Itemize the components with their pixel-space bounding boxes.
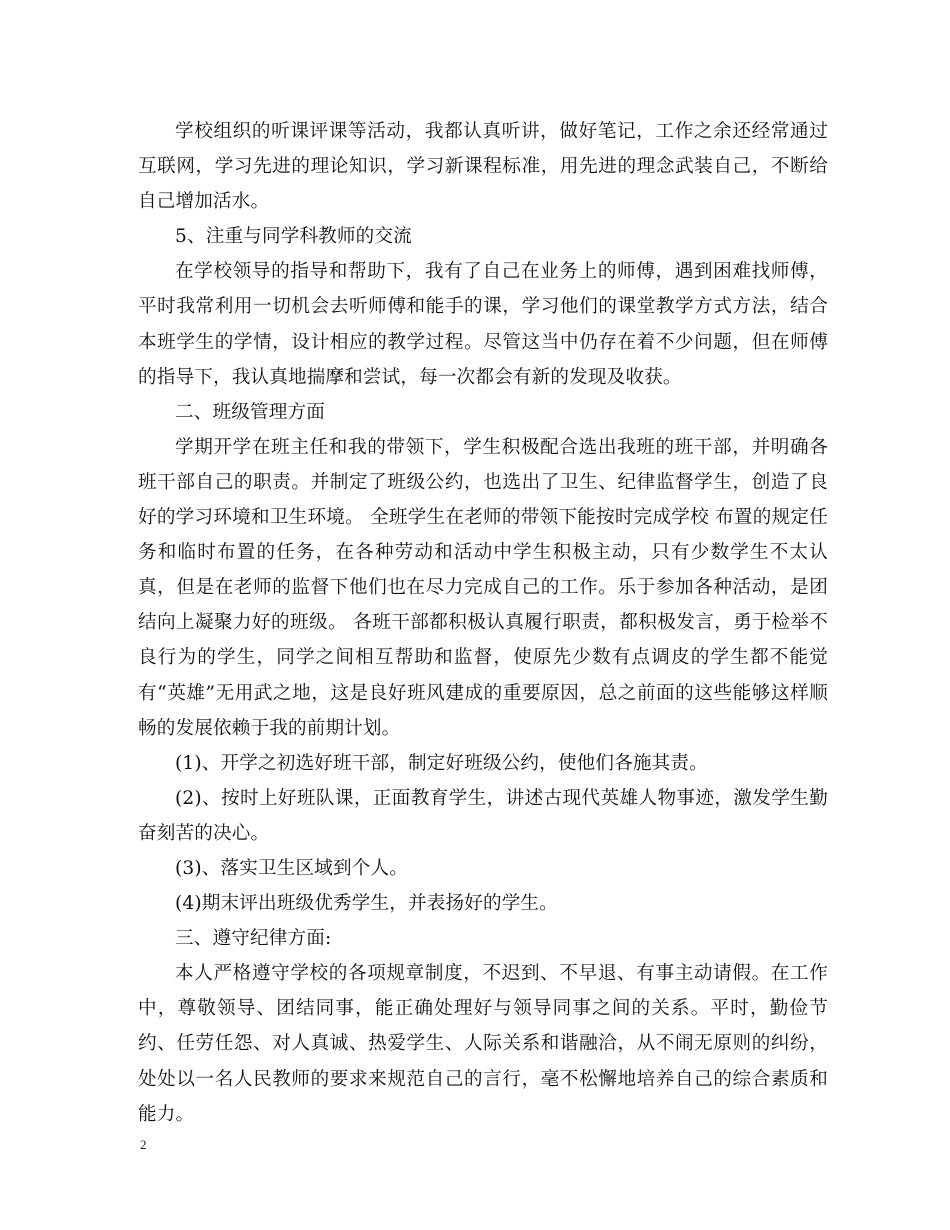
paragraph-class-committee: 学期开学在班主任和我的带领下，学生积极配合选出我班的班干部，并明确各班干部自己的职责。并制定了班级公约，也选出了卫生、纪律监督学生，创造了良好的学习环境和卫生环境。 全班学生在老师的带领下能按时完成学校 布置的规定任务和临时布置的任务，在各种劳动和活动中学生积极主动，只有少数学生不太认真，但是在老师的监督下他们也在尽力完成自己的工作。乐于参加各种活动，是团结向上凝聚力好的班级。 各班干部都积极认真履行职责，都积极发言，勇于检举不良行为的学生，同学之间相互帮助和监督，使原先少数有点调皮的学生都不能觉有“英雄”无用武之地，这是良好班风建成的重要原因，总之前面的这些能够这样顺畅的发展依赖于我的前期计划。 [138, 436, 828, 739]
heading-discipline: 三、遵守纪律方面: [175, 928, 332, 950]
list-item-3: (3)、落实卫生区域到个人。 [175, 857, 408, 879]
paragraph-mentor-guidance: 在学校领导的指导和帮助下，我有了自己在业务上的师傅，遇到困难找师傅，平时我常利用一切机会去听师傅和能手的课，学习他们的课堂教学方式方法，结合本班学生的学情，设计相应的教学过程。尽管这当中仍存在着不少问题，但在师傅的指导下，我认真地揣摩和尝试，每一次都会有新的发现及收获。 [138, 261, 828, 388]
heading-colleague-exchange: 5、注重与同学科教师的交流 [175, 226, 412, 248]
list-item-2: (2)、按时上好班队课，正面教育学生，讲述古现代英雄人物事迹，激发学生勤奋刻苦的决心。 [138, 787, 828, 844]
paragraph-discipline: 本人严格遵守学校的各项规章制度，不迟到、不早退、有事主动请假。在工作中，尊敬领导、团结同事，能正确处理好与领导同事之间的关系。平时，勤俭节约、任劳任怨、对人真诚、热爱学生、人际关系和谐融洽，从不闹无原则的纠纷，处处以一名人民教师的要求来规范自己的言行，毫不松懈地培养自己的综合素质和能力。 [138, 963, 828, 1125]
list-item-1: (1)、开学之初选好班干部，制定好班级公约，使他们各施其责。 [175, 752, 708, 774]
list-item-4: (4)期末评出班级优秀学生，并表扬好的学生。 [175, 893, 558, 915]
paragraph-study-activities: 学校组织的听课评课等活动，我都认真听讲，做好笔记，工作之余还经常通过互联网，学习先进的理论知识，学习新课程标准，用先进的理念武装自己，不断给自己增加活水。 [138, 121, 828, 213]
heading-class-management: 二、班级管理方面 [175, 401, 325, 423]
page-number: 2 [140, 1137, 147, 1152]
document-body [138, 114, 828, 1132]
